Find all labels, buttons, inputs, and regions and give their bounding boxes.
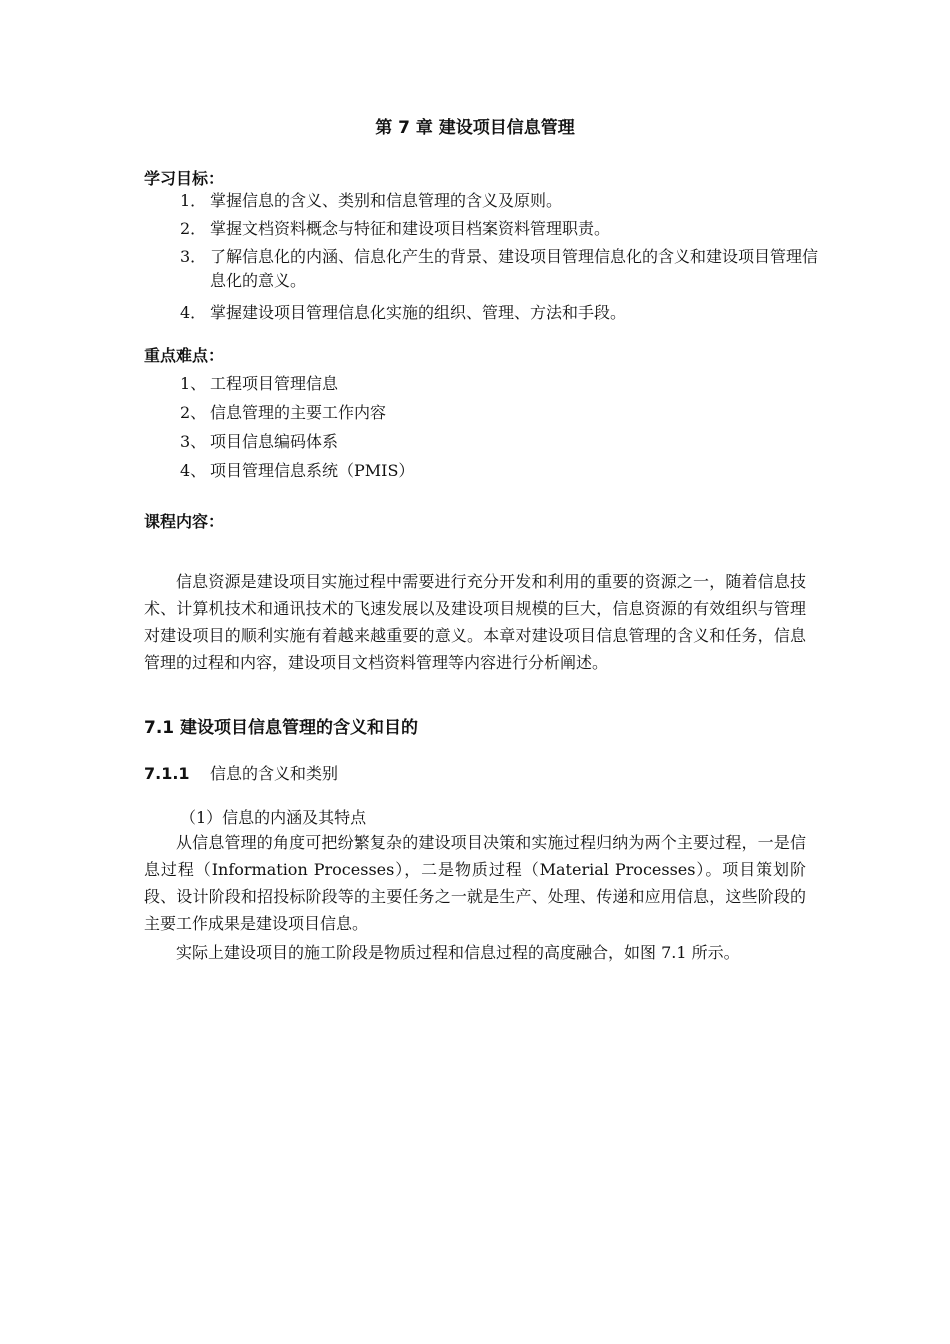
section-7-1-1-title: 信息的含义和类别 [210, 764, 339, 783]
subsection-1-heading: （1）信息的内涵及其特点 [180, 808, 367, 827]
goal-number: 1． [180, 191, 207, 210]
key-point-number: 2、 [180, 403, 207, 422]
key-point-item [180, 430, 820, 454]
paragraph-construction-phase: 实际上建设项目的施工阶段是物质过程和信息过程的高度融合，如图 7.1 所示。 [176, 943, 740, 962]
key-point-number: 4、 [180, 461, 207, 480]
key-point-number: 1、 [180, 374, 207, 393]
course-content-heading: 课程内容： [144, 512, 225, 531]
goal-text: 了解信息化的内涵、信息化产生的背景、建设项目管理信息化的含义和建设项目管理信息化的意义。 [210, 247, 819, 290]
goal-text: 掌握信息的含义、类别和信息管理的含义及原则。 [210, 191, 563, 210]
section-7-1-1-heading [144, 762, 338, 786]
key-point-text: 工程项目管理信息 [210, 374, 339, 393]
goal-text: 掌握建设项目管理信息化实施的组织、管理、方法和手段。 [210, 303, 627, 322]
key-point-text: 项目信息编码体系 [210, 432, 339, 451]
goal-number: 2． [180, 219, 207, 238]
paragraph-information-process: 从信息管理的角度可把纷繁复杂的建设项目决策和实施过程归纳为两个主要过程，一是信息过程（Information Processes），二是物质过程（Material Processes）。项目策划阶段、设计阶段和招投标阶段等的主要任务之一就是生产、处理、传递和应用信息，这些阶段的主要工作成果是建设项目信息。 [144, 833, 806, 933]
goal-number: 4． [180, 303, 207, 322]
intro-paragraph: 信息资源是建设项目实施过程中需要进行充分开发和利用的重要的资源之一，随着信息技术、计算机技术和通讯技术的飞速发展以及建设项目规模的巨大，信息资源的有效组织与管理对建设项目的顺利实施有着越来越重要的意义。本章对建设项目信息管理的含义和任务，信息管理的过程和内容，建设项目文档资料管理等内容进行分析阐述。 [144, 572, 806, 672]
goal-text: 掌握文档资料概念与特征和建设项目档案资料管理职责。 [210, 219, 611, 238]
key-point-text: 信息管理的主要工作内容 [210, 403, 387, 422]
key-point-text: 项目管理信息系统（PMIS） [210, 461, 415, 480]
key-points-list [180, 372, 820, 488]
key-point-item [180, 401, 820, 425]
chapter-title: 第 7 章 建设项目信息管理 [375, 118, 575, 138]
key-points-heading: 重点难点： [144, 346, 225, 365]
key-point-item [180, 372, 820, 396]
key-point-number: 3、 [180, 432, 207, 451]
goal-number: 3． [180, 247, 207, 266]
goal-item [180, 189, 820, 213]
section-7-1-1-number: 7.1.1 [144, 764, 190, 783]
section-7-1-title: 7.1 建设项目信息管理的含义和目的 [144, 718, 419, 738]
learning-goals-heading: 学习目标： [144, 169, 225, 188]
goal-item [180, 301, 820, 325]
goal-item [180, 217, 820, 241]
learning-goals-list [180, 189, 820, 329]
goal-item [180, 245, 820, 293]
key-point-item [180, 459, 820, 483]
